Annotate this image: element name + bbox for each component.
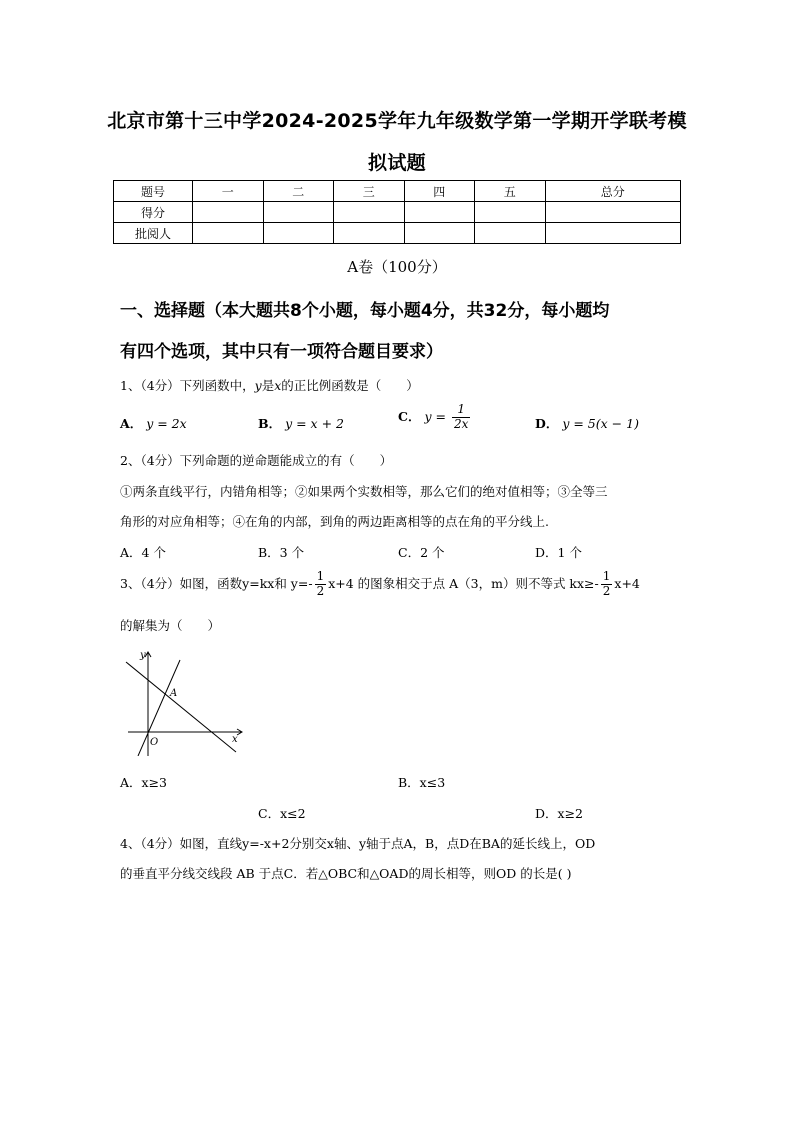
y-axis-label: y	[140, 650, 146, 661]
q1-prefix: 1、（4分）下列函数中，	[120, 378, 255, 393]
q1-option-b: B． y = x + 2	[258, 416, 344, 431]
score-table-header: 三	[334, 181, 405, 202]
exam-title-line2: 拟试题	[368, 152, 426, 174]
q2-stem: 2、（4分）下列命题的逆命题能成立的有（ ）	[120, 453, 393, 468]
q1-option-a: A． y = 2x	[120, 416, 187, 431]
q4-stem-line1: 4、（4分）如图，直线y=-x+2分别交x轴、y轴于点A，B，点D在BA的延长线上，OD	[120, 836, 596, 851]
score-cell	[404, 223, 475, 244]
q2-option-c: C．2 个	[398, 545, 445, 560]
score-cell	[475, 223, 546, 244]
q3-option-b: B．x≤3	[398, 775, 446, 790]
q2-statements-line1: ①两条直线平行，内错角相等；②如果两个实数相等，那么它们的绝对值相等；③全等三	[120, 484, 608, 499]
q2-option-d: D．1 个	[535, 545, 582, 560]
q2-statements-line2: 角形的对应角相等；④在角的内部，到角的两边距离相等的点在角的平分线上.	[120, 514, 549, 529]
q1-stem	[120, 376, 419, 394]
q2-option-b: B．3 个	[258, 545, 305, 560]
exam-title-line1: 北京市第十三中学2024-2025学年九年级数学第一学期开学联考模	[107, 110, 687, 132]
origin-label: O	[150, 737, 159, 748]
q3-option-a: A．x≥3	[120, 775, 168, 790]
score-cell	[263, 223, 334, 244]
q3-function-graph	[118, 646, 244, 756]
q1-suffix: 的正比例函数是（ ）	[281, 378, 419, 393]
part1-heading-line2: 有四个选项，其中只有一项符合题目要求）	[120, 342, 443, 362]
score-table-row-score	[114, 202, 681, 223]
score-table-header: 一	[193, 181, 264, 202]
score-table-header: 四	[404, 181, 475, 202]
line-y-neg-half-x-plus-4	[126, 662, 236, 752]
score-cell	[193, 223, 264, 244]
part1-heading-line1: 一、选择题（本大题共8个小题，每小题4分，共32分，每小题均	[120, 301, 610, 321]
q1-var-y: y	[254, 378, 262, 393]
q2-option-a: A．4 个	[120, 545, 166, 560]
q1-option-c: C． y = $\frac{1}{2x}$	[398, 402, 469, 431]
score-cell	[193, 202, 264, 223]
q4-stem-line2: 的垂直平分线交线段 AB 于点C．若△OBC和△OAD的周长相等，则OD 的长是( )	[120, 866, 572, 881]
q1-option-c-fraction: $\frac{1}{2x}$	[453, 402, 469, 431]
q3-option-d: D．x≥2	[535, 806, 583, 821]
score-cell	[404, 202, 475, 223]
score-table	[113, 180, 681, 244]
score-table-row-grader	[114, 223, 681, 244]
score-cell	[475, 202, 546, 223]
q3-fraction-2: $\frac{1}{2}$	[602, 569, 611, 598]
q1-option-d: D． y = 5(x − 1)	[535, 416, 639, 431]
score-table-header: 总分	[545, 181, 681, 202]
score-table-header: 题号	[114, 181, 193, 202]
score-cell	[334, 223, 405, 244]
q3-stem-line2: 的解集为（ ）	[120, 618, 221, 633]
q3-fraction-1: $\frac{1}{2}$	[316, 569, 325, 598]
q1-mid: 是	[261, 378, 275, 393]
section-a-heading: A卷（100分）	[347, 258, 447, 276]
q1-var-x: x	[274, 378, 282, 393]
score-row-label: 得分	[114, 202, 193, 223]
score-table-header-row	[114, 181, 681, 202]
q3-option-c: C．x≤2	[258, 806, 306, 821]
score-cell	[334, 202, 405, 223]
q3-stem: 3、（4分）如图，函数y=kx和 y=- $\frac{1}{2}$ x+4 的图象相交于点 A（3，m）则不等式 kx≥- $\frac{1}{2}$ x+4	[120, 569, 640, 598]
grader-row-label: 批阅人	[114, 223, 193, 244]
line-y-kx	[138, 660, 180, 756]
point-a-label: A	[170, 688, 178, 699]
score-cell	[545, 223, 681, 244]
score-table-header: 二	[263, 181, 334, 202]
score-cell	[545, 202, 681, 223]
score-cell	[263, 202, 334, 223]
score-table-header: 五	[475, 181, 546, 202]
x-axis-label: x	[232, 734, 238, 745]
